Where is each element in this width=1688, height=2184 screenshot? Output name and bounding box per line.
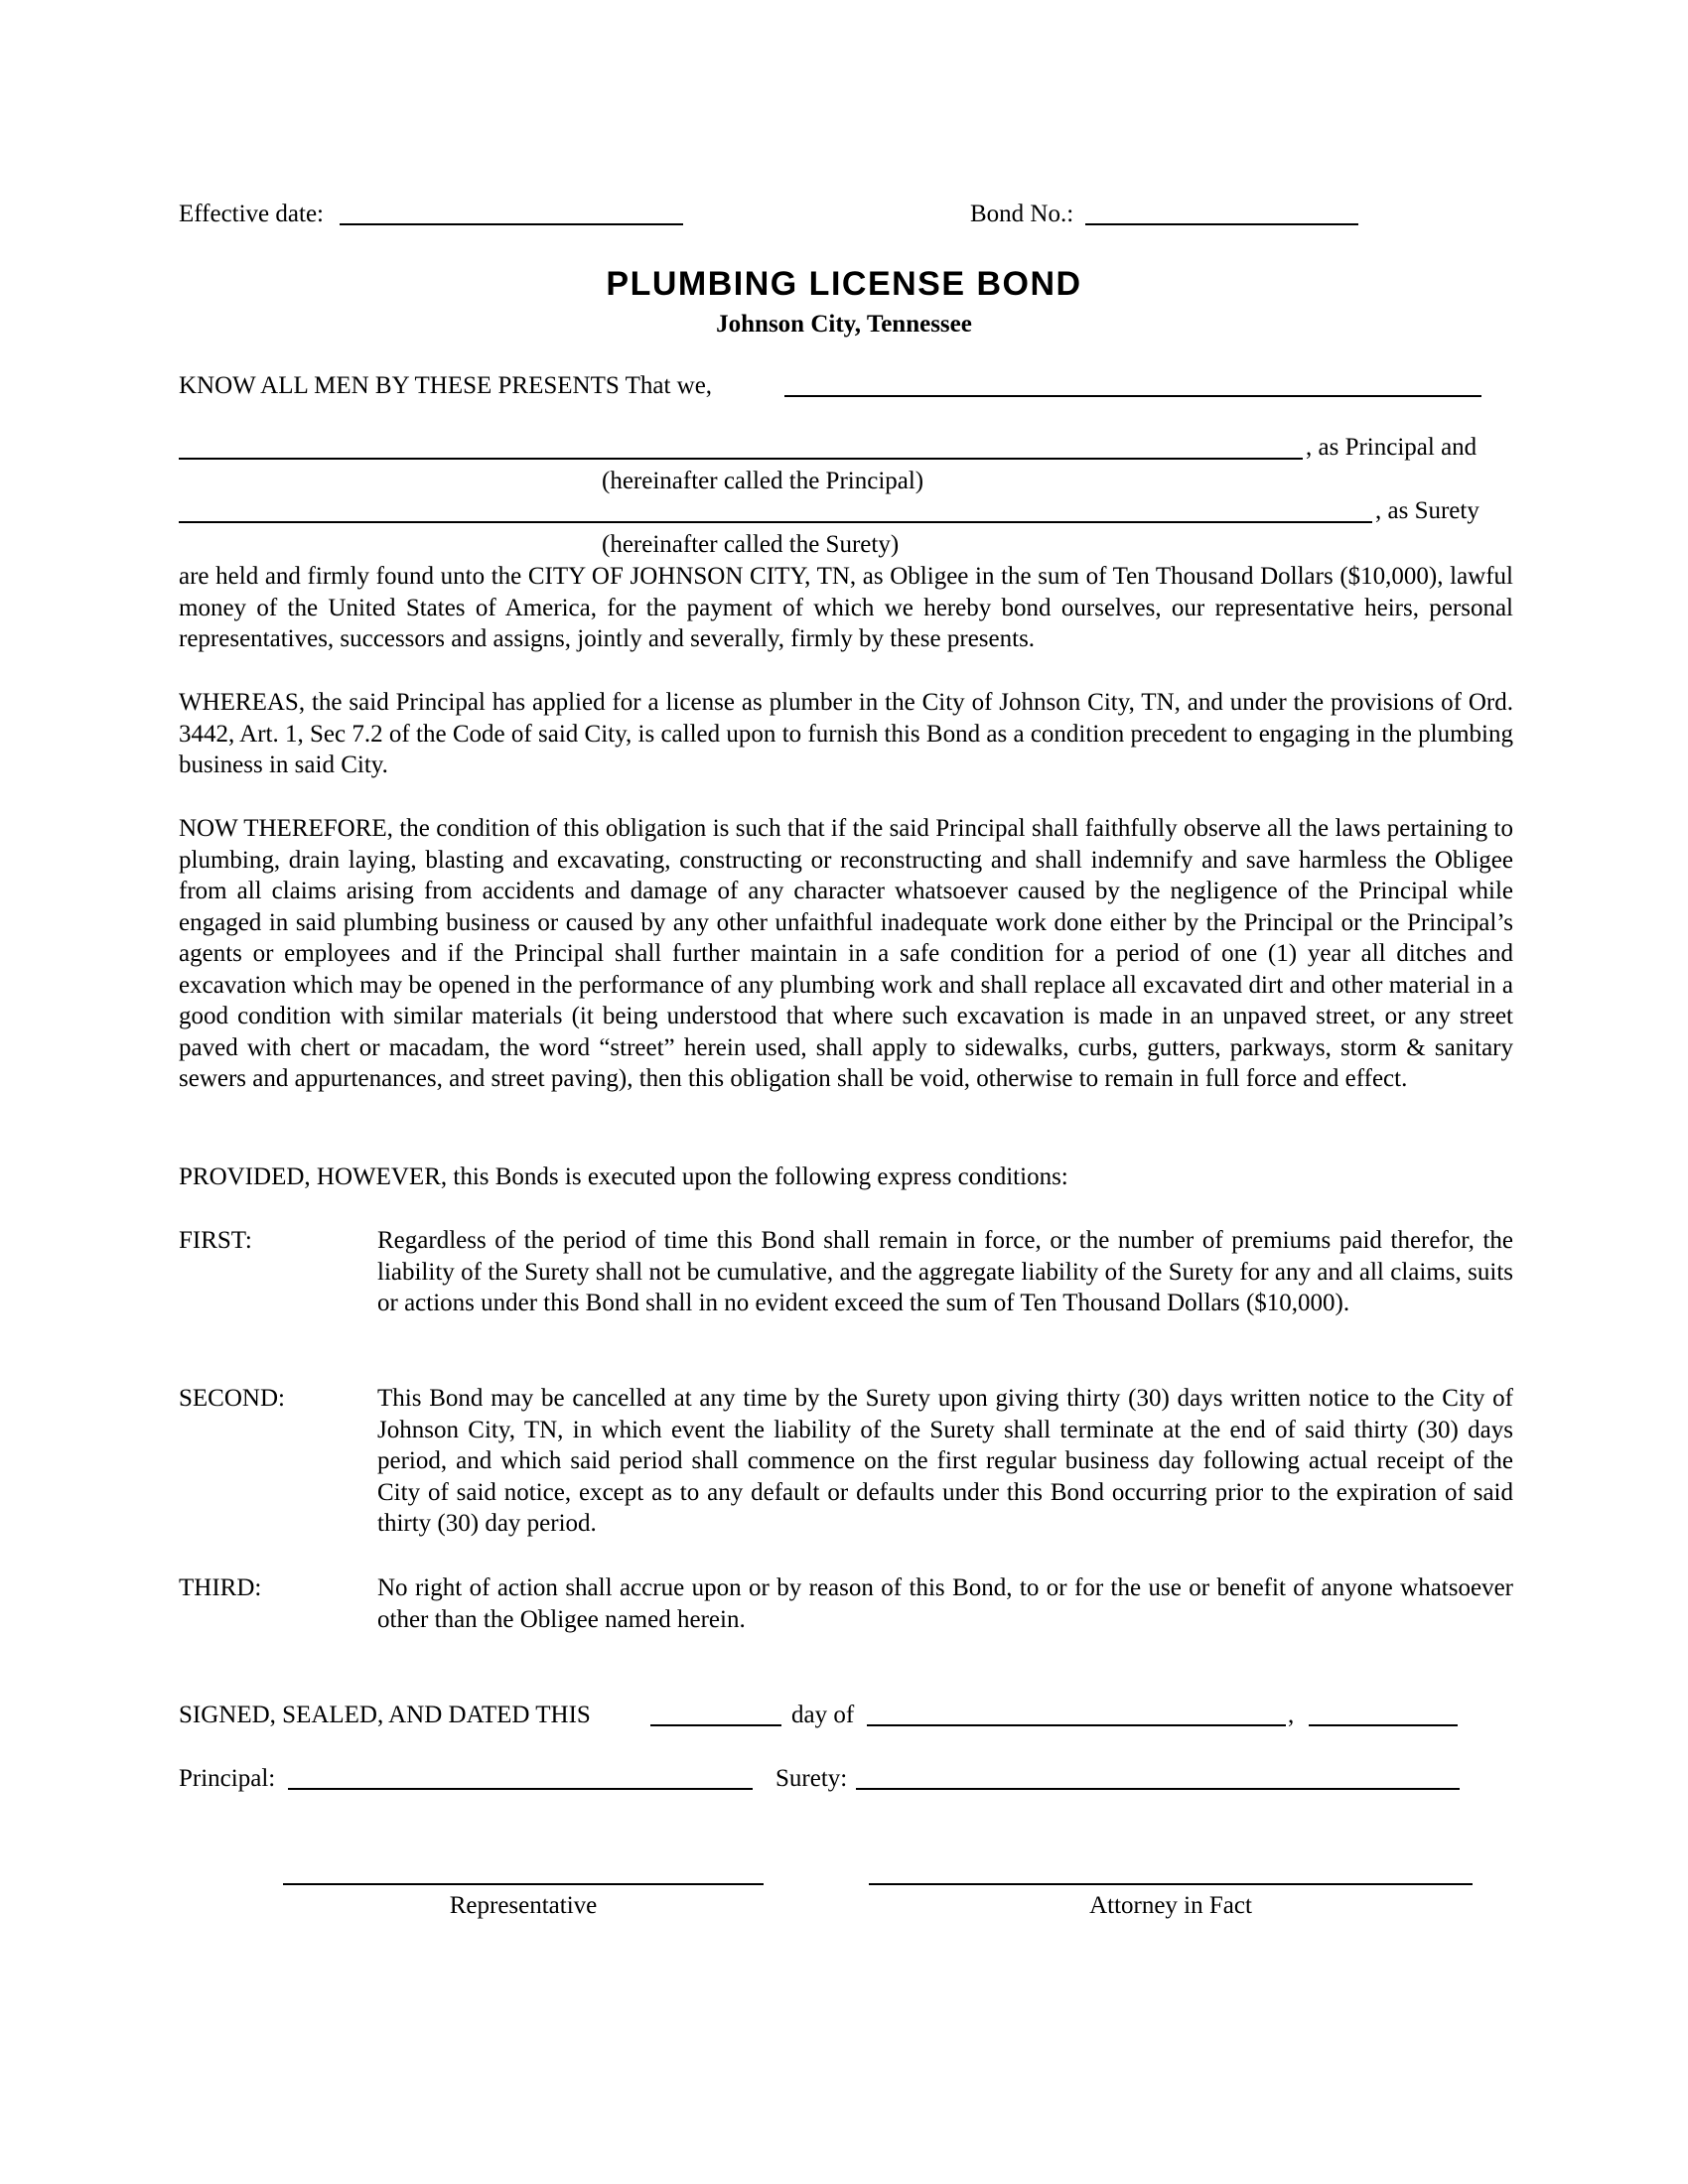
year-field[interactable] [1309,1724,1458,1726]
month-field[interactable] [867,1724,1286,1726]
attorney-signature-field[interactable] [869,1883,1473,1885]
principal-signature-label: Principal: [179,1765,276,1792]
now-therefore-paragraph: NOW THEREFORE, the condition of this obligation is such that if the said Principal shall faithfully observe all the laws pertaining to plumbing, drain laying, blasting and excavating, constructing or reconstructing and shall indemnify and save harmless the Obligee from all claims arising from accidents and damage of any character whatsoever caused by the negligence of the Principal while engaged in said plumbing business or caused by any other unfaithful inadequate work done either by the Principal or the Principal’s agents or employees and if the Principal shall further maintain in a safe condition for a period of one (1) year all ditches and excavation which may be opened in the performance of any plumbing work and shall replace all excavated dirt and other material in a good condition with similar materials (it being understood that where such excavation is made in an unpaved street, or any street paved with chert or macadam, the word “street” herein used, shall apply to sidewalks, curbs, gutters, parkways, storm & sanitary sewers and appurtenances, and street paving), then this obligation shall be void, otherwise to remain in full force and effect. [179,815,1513,1092]
bond-no-label: Bond No.: [970,201,1074,227]
as-surety-text: , as Surety [1375,497,1479,524]
held-paragraph: are held and firmly found unto the CITY OF JOHNSON CITY, TN, as Obligee in the sum of Ten Thousand Dollars ($10,000), lawful money of the United States of America, for the payment of which we hereby bond ourselves, our representative heirs, personal representatives, successors and assigns, jointly and severally, firmly by these presents. [179,563,1513,652]
effective-date-field[interactable] [340,223,683,225]
principal-name-field-1[interactable] [784,395,1481,397]
representative-signature-field[interactable] [283,1883,764,1885]
whereas-paragraph: WHEREAS, the said Principal has applied for a license as plumber in the City of Johnson City, TN, and under the provisions of Ord. 3442, Art. 1, Sec 7.2 of the Code of said City, is called upon to furnish this Bond as a condition precedent to engaging in the plumbing business in said City. [179,689,1513,778]
surety-signature-field[interactable] [856,1788,1460,1790]
document-title: PLUMBING LICENSE BOND [606,265,1082,303]
condition-first-label: FIRST: [179,1227,252,1254]
principal-note: (hereinafter called the Principal) [602,468,924,494]
signed-sealed-label: SIGNED, SEALED, AND DATED THIS [179,1702,591,1728]
know-all-men-text: KNOW ALL MEN BY THESE PRESENTS That we, [179,372,713,399]
condition-third-text: No right of action shall accrue upon or by reason of this Bond, to or for the use or benefit of anyone whatsoever other than the Obligee named herein. [377,1574,1513,1633]
surety-note: (hereinafter called the Surety) [602,531,900,558]
surety-name-field[interactable] [179,521,1372,523]
principal-name-field-2[interactable] [179,458,1303,460]
surety-signature-label: Surety: [775,1765,848,1792]
attorney-label: Attorney in Fact [1089,1892,1252,1919]
bond-no-field[interactable] [1085,223,1358,225]
date-comma: , [1288,1702,1295,1728]
document-subtitle: Johnson City, Tennessee [716,311,972,338]
condition-second-text: This Bond may be cancelled at any time by the Surety upon giving thirty (30) days written notice to the City of Johnson City, TN, in which event the liability of the Surety shall terminate at the end of said thirty (30) days period, and which said period shall commence on the first regular business day following actual receipt of the City of said notice, except as to any default or defaults under this Bond occurring prior to the expiration of said thirty (30) day period. [377,1385,1513,1537]
representative-label: Representative [449,1892,598,1919]
condition-first-text: Regardless of the period of time this Bond shall remain in force, or the number of premiums paid therefor, the liability of the Surety shall not be cumulative, and the aggregate liability of the Surety for any and all claims, suits or actions under this Bond shall in no evident exceed the sum of Ten Thousand Dollars ($10,000). [377,1227,1513,1316]
principal-signature-field[interactable] [288,1788,753,1790]
condition-second-label: SECOND: [179,1385,285,1412]
day-field[interactable] [650,1724,781,1726]
condition-third-label: THIRD: [179,1574,262,1601]
provided-paragraph: PROVIDED, HOWEVER, this Bonds is executed upon the following express conditions: [179,1163,1068,1190]
effective-date-label: Effective date: [179,201,324,227]
day-of-label: day of [791,1702,855,1728]
as-principal-text: , as Principal and [1306,434,1477,461]
